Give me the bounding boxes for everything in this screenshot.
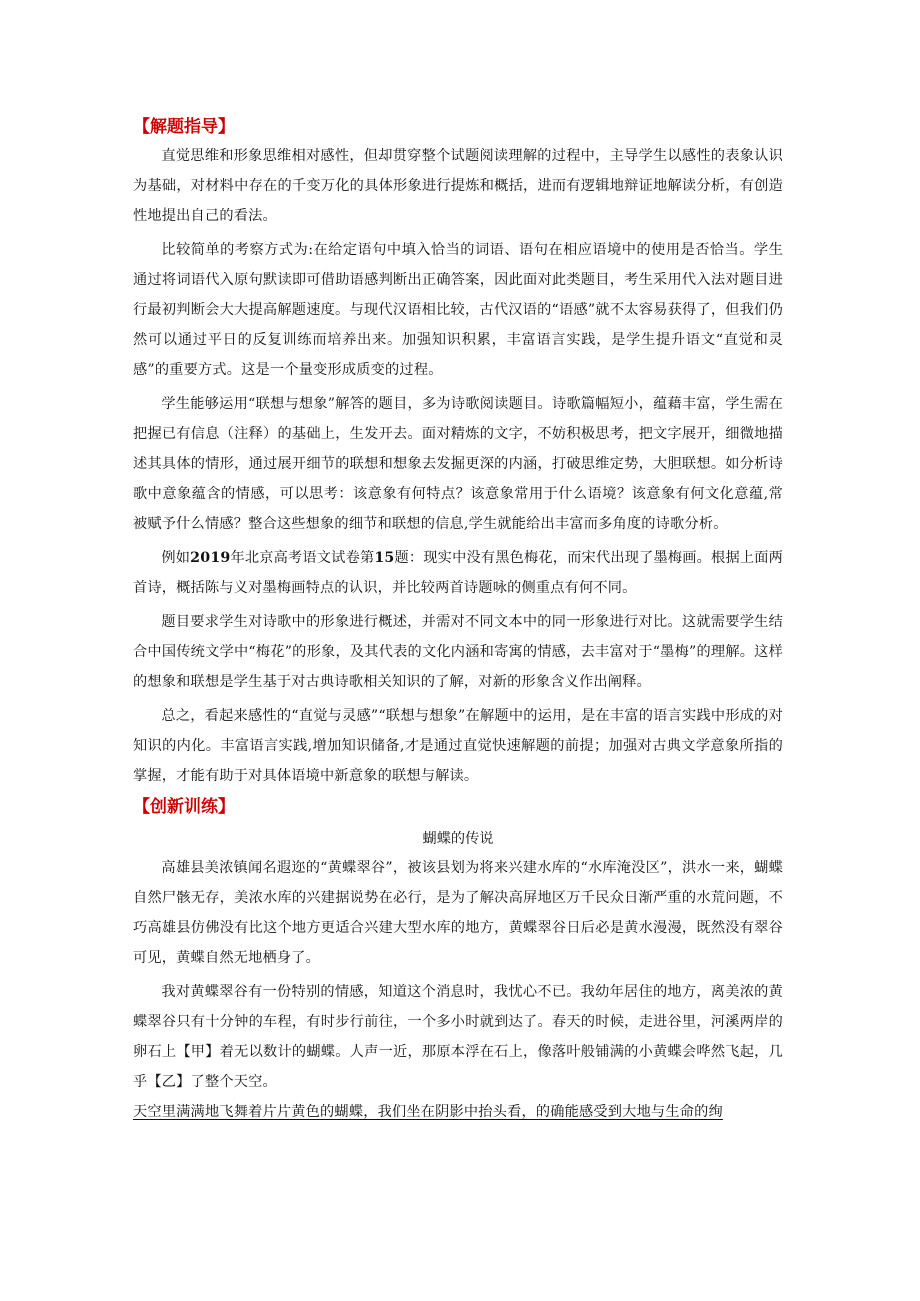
paragraph-association: 学生能够运用“联想与想象”解答的题目，多为诗歌阅读题目。诗歌篇幅短小，蕴藉丰富，学生需在把握已有信息（注释）的基础上，生发开去。面对精炼的文字，不妨积极思考，把文字展开，细微地描述其具体的情形，通过展开细节的联想和想象去发掘更深的内涵，打破思维定势，大胆联想。如分析诗歌中意象蕴含的情感，可以思考：该意象有何特点？该意象常用于什么语境？该意象有何文化意蕴,常被赋予什么情感？整合这些想象的细节和联想的信息,学生就能给出丰富而多角度的诗歌分析。	[133, 396, 783, 532]
article-title: 蝴蝶的传说	[422, 831, 494, 847]
example-rest: 题：现实中没有黑色梅花，而宋代出现了墨梅画。根据上面两首诗，概括陈与义对墨梅画特点的认识，并比较两首诗题咏的侧重点有何不同。	[133, 550, 783, 596]
article-paragraph-1: 高雄县美浓镇闻名遐迩的“黄蝶翠谷”，被该县划为将来兴建水库的“水库淹没区”，洪水一来，蝴蝶自然尸骸无存，美浓水库的兴建据说势在必行，是为了解决高屏地区万千民众日渐严重的水荒问题，不巧高雄县仿佛没有比这个地方更适合兴建大型水库的地方，黄蝶翠谷日后必是黄水漫漫，既然没有翠谷可见，黄蝶自然无地栖身了。	[133, 860, 783, 966]
paragraph-explanation: 题目要求学生对诗歌中的形象进行概述，并需对不同文本中的同一形象进行对比。这就需要学生结合中国传统文学中“梅花”的形象，及其代表的文化内涵和寄寓的情感，去丰富对于“墨梅”的理解。这样的想象和联想是学生基于对古典诗歌相关知识的了解，对新的形象含义作出阐释。	[133, 614, 783, 690]
example-mid: 年北京高考语文试卷第	[230, 550, 375, 566]
example-lead: 例如	[161, 550, 191, 566]
paragraph-summary: 总之，看起来感性的“直觉与灵感”“联想与想象”在解题中的运用，是在丰富的语言实践中形成的对知识的内化。丰富语言实践,增加知识储备,才是通过直觉快速解题的前提；加强对古典文学意象所指的掌握，才能有助于对具体语境中新意象的联想与解读。	[133, 708, 783, 784]
paragraph-example	[133, 543, 783, 603]
article-paragraph-2: 我对黄蝶翠谷有一份特别的情感，知道这个消息时，我忧心不已。我幼年居住的地方，离美浓的黄蝶翠谷只有十分钟的车程，有时步行前往，一个多小时就到达了。春天的时候，走进谷里，河溪两岸的卵石上【甲】着无以数计的蝴蝶。人声一近，那原本浮在石上，像落叶般铺满的小黄蝶会哗然飞起，几乎【乙】了整个天空。	[133, 984, 783, 1090]
section-heading-training: 【创新训练】	[133, 797, 235, 817]
example-question-number: 15	[374, 550, 395, 566]
paragraph-intro: 直觉思维和形象思维相对感性，但却贯穿整个试题阅读理解的过程中，主导学生以感性的表象认识为基础，对材料中存在的千变万化的具体形象进行提炼和概括，进而有逻辑地辩证地解读分析，有创造性地提出自己的看法。	[133, 148, 783, 224]
example-year: 2019	[190, 550, 231, 566]
article-underlined-sentence: 天空里满满地飞舞着片片黄色的蝴蝶，我们坐在阴影中抬头看，的确能感受到大地与生命的绚	[133, 1104, 723, 1120]
paragraph-method: 比较简单的考察方式为:在给定语句中填入恰当的词语、语句在相应语境中的使用是否恰当。学生通过将词语代入原句默读即可借助语感判断出正确答案，因此面对此类题目，考生采用代入法对题目进行最初判断会大大提高解题速度。与现代汉语相比较，古代汉语的“语感”就不太容易获得了，但我们仍然可以通过平日的反复训练而培养出来。加强知识积累，丰富语言实践，是学生提升语文“直觉和灵感”的重要方式。这是一个量变形成质变的过程。	[133, 242, 783, 378]
document-body	[133, 113, 783, 1127]
section-heading-guidance: 【解题指导】	[133, 117, 235, 137]
